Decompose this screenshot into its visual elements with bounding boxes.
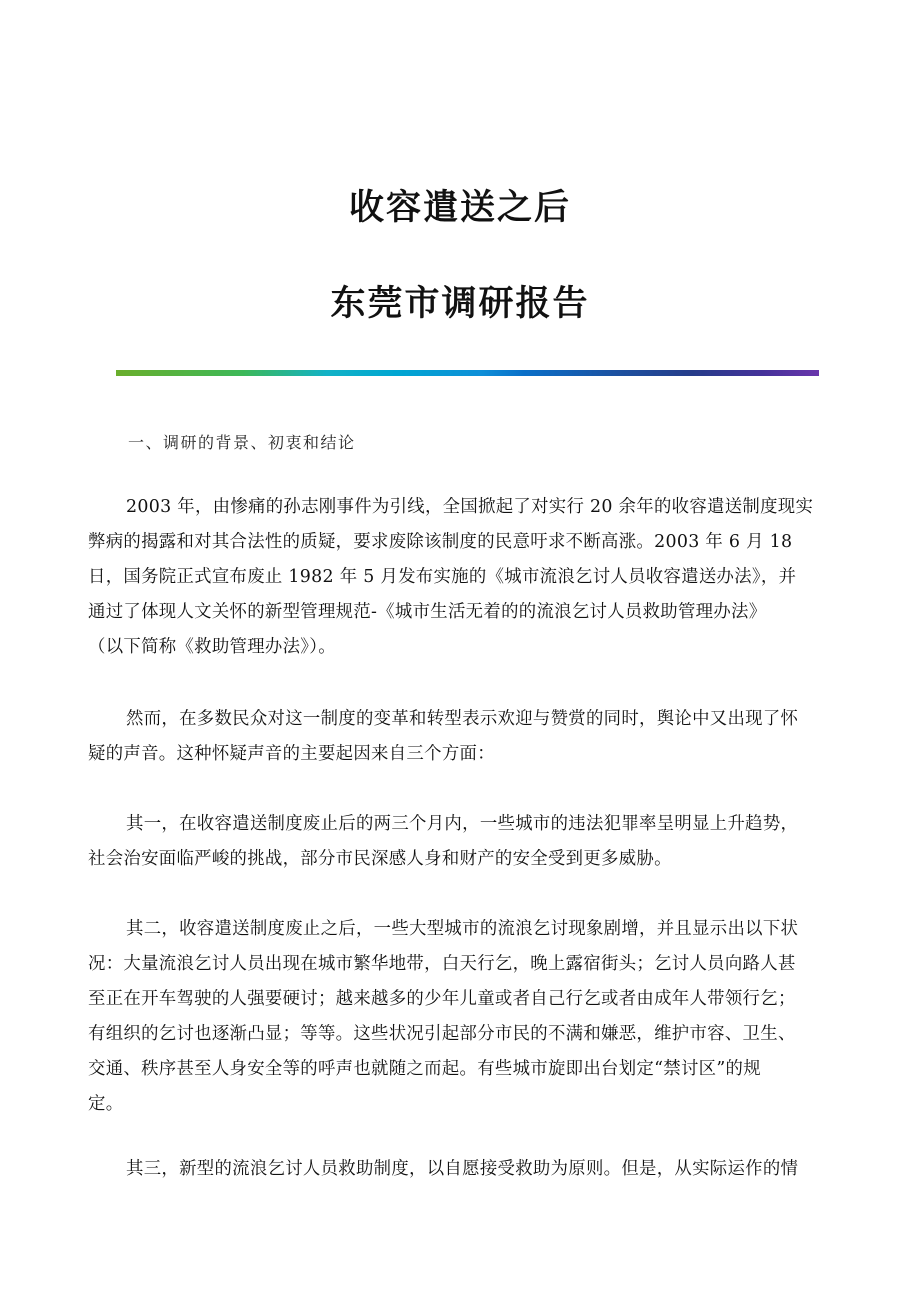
paragraph-reason-three: [88, 1152, 832, 1187]
paragraph-line: 通过了体现人文关怀的新型管理规范-《城市生活无着的的流浪乞讨人员救助管理办法》: [88, 602, 767, 622]
gradient-divider: [116, 370, 819, 376]
paragraph-line: 定。: [88, 1094, 124, 1114]
paragraph-line: 日，国务院正式宣布废止 1982 年 5 月发布实施的《城市流浪乞讨人员收容遣送办法》，并: [88, 567, 797, 587]
document-title: 收容遣送之后: [348, 188, 571, 228]
paragraph-doubts: [88, 702, 832, 772]
paragraph-line: 况：大量流浪乞讨人员出现在城市繁华地带，白天行乞，晚上露宿街头；乞讨人员向路人甚: [88, 954, 796, 974]
paragraph-reason-two: [88, 912, 832, 1122]
paragraph-line: 疑的声音。这种怀疑声音的主要起因来自三个方面：: [88, 744, 495, 764]
paragraph-background: [88, 490, 832, 665]
section-heading: 一、调研的背景、初衷和结论: [128, 433, 356, 452]
paragraph-line: 其一，在收容遣送制度废止后的两三个月内，一些城市的违法犯罪率呈明显上升趋势，: [126, 814, 799, 834]
paragraph-line: 其二，收容遣送制度废止之后，一些大型城市的流浪乞讨现象剧增，并且显示出以下状: [126, 919, 799, 939]
paragraph-line: 2003 年，由惨痛的孙志刚事件为引线，全国掀起了对实行 20 余年的收容遣送制度现实: [126, 497, 814, 517]
paragraph-reason-one: [88, 807, 832, 877]
paragraph-line: 至正在开车驾驶的人强要硬讨；越来越多的少年儿童或者自己行乞或者由成年人带领行乞；: [88, 989, 796, 1009]
document-subtitle: 东莞市调研报告: [330, 284, 590, 324]
paragraph-line: 社会治安面临严峻的挑战，部分市民深感人身和财产的安全受到更多威胁。: [88, 849, 672, 869]
paragraph-line: 弊病的揭露和对其合法性的质疑，要求废除该制度的民意吁求不断高涨。2003 年 6 月 18: [88, 532, 793, 552]
paragraph-line: 有组织的乞讨也逐渐凸显；等等。这些状况引起部分市民的不满和嫌恶，维护市容、卫生、: [88, 1024, 796, 1044]
paragraph-line: 然而，在多数民众对这一制度的变革和转型表示欢迎与赞赏的同时，舆论中又出现了怀: [126, 709, 799, 729]
paragraph-line: 交通、秩序甚至人身安全等的呼声也就随之而起。有些城市旋即出台划定“禁讨区”的规: [88, 1059, 761, 1079]
paragraph-line: （以下简称《救助管理办法》）。: [88, 637, 336, 657]
paragraph-line: 其三，新型的流浪乞讨人员救助制度，以自愿接受救助为原则。但是，从实际运作的情: [126, 1159, 799, 1179]
